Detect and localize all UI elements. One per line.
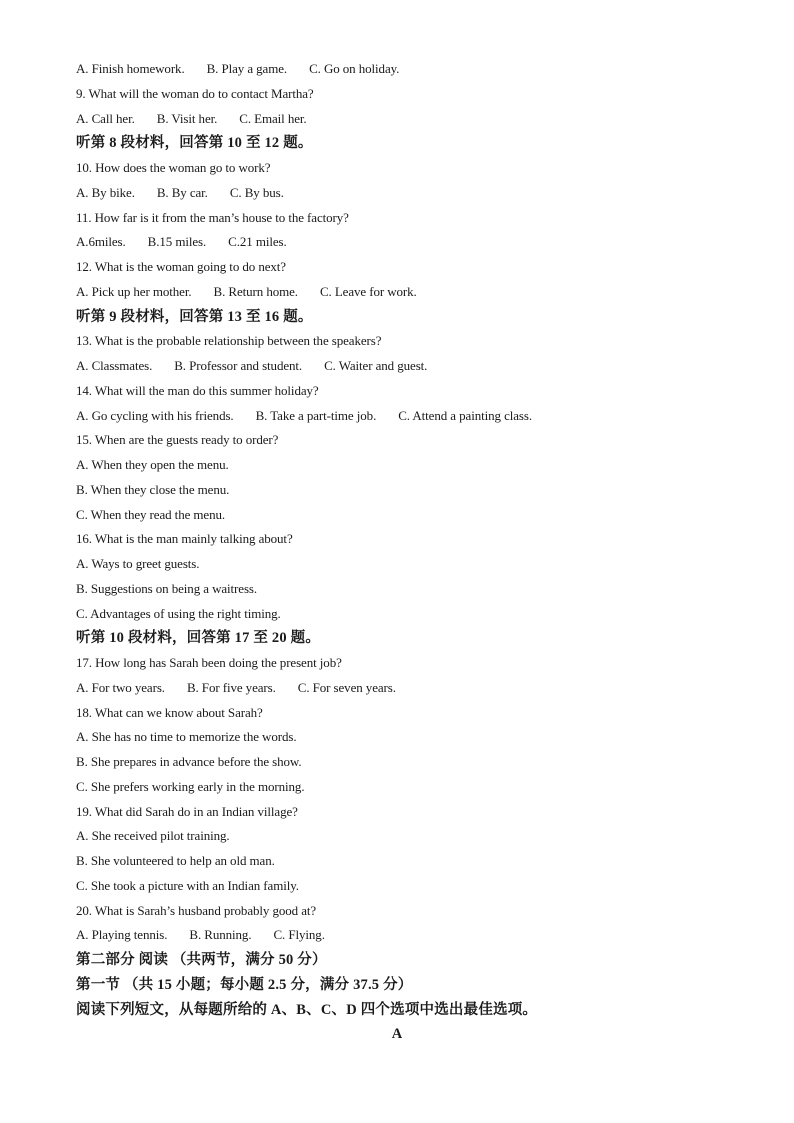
question-line: C. Advantages of using the right timing.	[76, 605, 281, 621]
section-heading: 听第 8 段材料，回答第 10 至 12 题。	[76, 135, 313, 152]
question-line: 13. What is the probable relationship between the speakers?	[76, 333, 382, 349]
answer-option: C. Leave for work.	[319, 283, 417, 299]
question-line: B. When they close the menu.	[76, 481, 230, 497]
answer-options-row	[76, 357, 427, 375]
answer-option: B. Take a part-time job.	[255, 407, 377, 423]
answer-option: A. By bike.	[76, 184, 135, 200]
section-letter: A	[391, 1026, 403, 1043]
answer-option: A. Pick up her mother.	[76, 283, 192, 299]
answer-option: C. Go on holiday.	[309, 61, 400, 76]
answer-option: C. By bus.	[229, 184, 284, 200]
section-heading: 听第 9 段材料，回答第 13 至 16 题。	[76, 308, 313, 325]
answer-options-row	[76, 679, 396, 697]
answer-option: B.15 miles.	[147, 234, 207, 250]
question-line: 10. How does the woman go to work?	[76, 160, 271, 175]
section-heading: 听第 10 段材料，回答第 17 至 20 题。	[76, 630, 321, 647]
question-line: 12. What is the woman going to do next?	[76, 259, 286, 274]
answer-option: B. Return home.	[213, 283, 298, 299]
answer-options-row	[76, 184, 284, 202]
answer-option: A. Finish homework.	[76, 61, 185, 76]
answer-option: C. Attend a painting class.	[398, 407, 532, 423]
answer-option: B. Play a game.	[206, 61, 288, 76]
question-line: B. Suggestions on being a waitress.	[76, 580, 258, 596]
answer-option: C. Email her.	[239, 110, 307, 126]
answer-options-row	[76, 60, 399, 78]
question-line: A. When they open the menu.	[76, 457, 229, 472]
question-line: C. She prefers working early in the morning.	[76, 778, 305, 794]
answer-option: A. Call her.	[76, 110, 135, 126]
answer-option: B. Visit her.	[156, 110, 218, 126]
answer-options-row	[76, 407, 532, 425]
answer-option: C. For seven years.	[297, 679, 396, 695]
answer-option: C.21 miles.	[228, 234, 287, 250]
question-line: B. She prepares in advance before the show.	[76, 754, 302, 769]
question-line: 18. What can we know about Sarah?	[76, 704, 263, 720]
question-line: 17. How long has Sarah been doing the present job?	[76, 655, 342, 670]
answer-option: B. By car.	[156, 184, 208, 200]
question-line: A. She has no time to memorize the words.	[76, 729, 297, 745]
answer-option: A.6miles.	[76, 234, 126, 250]
answer-option: B. For five years.	[186, 679, 276, 695]
answer-option: B. Running.	[189, 927, 252, 943]
question-line: 11. How far is it from the man’s house to the factory?	[76, 209, 349, 225]
question-line: 16. What is the man mainly talking about?	[76, 531, 293, 547]
question-line: 9. What will the woman do to contact Martha?	[76, 85, 314, 101]
answer-option: A. Go cycling with his friends.	[76, 407, 234, 423]
answer-option: C. Flying.	[273, 927, 325, 943]
section-heading: 阅读下列短文，从每题所给的 A、B、C、D 四个选项中选出最佳选项。	[76, 1001, 538, 1018]
question-line: B. She volunteered to help an old man.	[76, 853, 275, 868]
section-heading: 第二部分 阅读 （共两节，满分 50 分）	[76, 952, 327, 968]
question-line: 14. What will the man do this summer holiday?	[76, 382, 319, 398]
question-line: 15. When are the guests ready to order?	[76, 432, 279, 448]
question-line: C. When they read the menu.	[76, 506, 226, 522]
question-line: A. She received pilot training.	[76, 828, 230, 844]
answer-option: A. Classmates.	[76, 358, 153, 373]
section-heading: 第一节 （共 15 小题；每小题 2.5 分，满分 37.5 分）	[76, 976, 413, 993]
answer-option: B. Professor and student.	[174, 358, 303, 373]
question-line: A. Ways to greet guests.	[76, 556, 200, 571]
question-line: C. She took a picture with an Indian family.	[76, 877, 299, 893]
answer-options-row	[76, 110, 307, 128]
question-line: 20. What is Sarah’s husband probably good at?	[76, 902, 317, 918]
answer-options-row	[76, 926, 325, 944]
answer-option: A. For two years.	[76, 679, 165, 695]
answer-options-row	[76, 233, 287, 251]
answer-option: C. Waiter and guest.	[324, 358, 428, 373]
question-line: 19. What did Sarah do in an Indian village?	[76, 803, 298, 819]
answer-option: A. Playing tennis.	[76, 927, 168, 943]
answer-options-row	[76, 283, 417, 301]
